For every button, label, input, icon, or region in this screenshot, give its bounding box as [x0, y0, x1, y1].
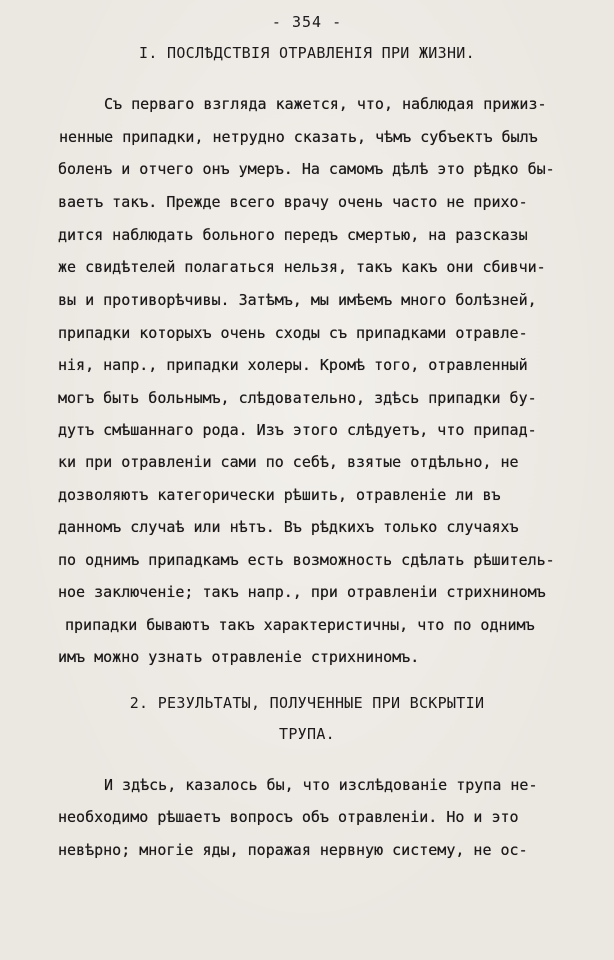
text-line: Съ перваго взгляда кажется, что, наблюдая прижиз-	[104, 95, 547, 113]
text-line: же свидѣтелей полагаться нельзя, такъ какъ они сбивчи-	[58, 258, 546, 276]
text-line: припадки бываютъ такъ характеристичны, что по однимъ	[65, 616, 535, 634]
section-2-heading: 2. РЕЗУЛЬТАТЫ, ПОЛУЧЕННЫЕ ПРИ ВСКРЫТІИ	[129, 694, 485, 712]
text-line: имъ можно узнать отравленіе стрихниномъ.	[58, 648, 420, 666]
text-line: необходимо рѣшаетъ вопросъ объ отравленіи. Но и это	[58, 808, 519, 826]
section-1-heading: I. ПОСЛѢДСТВІЯ ОТРАВЛЕНІЯ ПРИ ЖИЗНИ.	[139, 44, 475, 62]
text-line: дозволяютъ категорически рѣшить, отравленіе ли въ	[58, 486, 501, 504]
text-line: ки при отравленіи сами по себѣ, взятые отдѣльно, не	[58, 453, 519, 471]
text-line: нія, напр., припадки холеры. Кромѣ того, отравленный	[58, 356, 528, 374]
section-2-heading-continued: ТРУПА.	[279, 725, 335, 743]
text-line: вы и противорѣчивы. Затѣмъ, мы имѣемъ много болѣзней,	[58, 291, 537, 309]
text-line: ное заключеніе; такъ напр., при отравленіи стрихниномъ	[58, 583, 546, 601]
text-line: дится наблюдать больного передъ смертью, на разсказы	[58, 226, 528, 244]
text-line: дутъ смѣшаннаго рода. Изъ этого слѣдуетъ, что припад-	[58, 421, 537, 439]
page-number: - 354 -	[271, 13, 343, 31]
text-line: боленъ и отчего онъ умеръ. На самомъ дѣлѣ это рѣдко бы-	[58, 160, 555, 178]
text-line: И здѣсь, казалось бы, что изслѣдованіе трупа не-	[104, 776, 538, 794]
text-line: по однимъ припадкамъ есть возможность сдѣлать рѣшитель-	[58, 551, 555, 569]
text-line: могъ быть больнымъ, слѣдовательно, здѣсь припадки бу-	[58, 389, 537, 407]
text-line: данномъ случаѣ или нѣтъ. Въ рѣдкихъ только случаяхъ	[58, 518, 519, 536]
text-line: невѣрно; многіе яды, поражая нервную систему, не ос-	[58, 841, 528, 859]
text-line: ненные припадки, нетрудно сказать, чѣмъ субъектъ былъ	[59, 128, 538, 146]
text-line: ваетъ такъ. Прежде всего врачу очень часто не прихо-	[58, 193, 528, 211]
text-line: припадки которыхъ очень сходы съ припадками отравле-	[58, 324, 528, 342]
